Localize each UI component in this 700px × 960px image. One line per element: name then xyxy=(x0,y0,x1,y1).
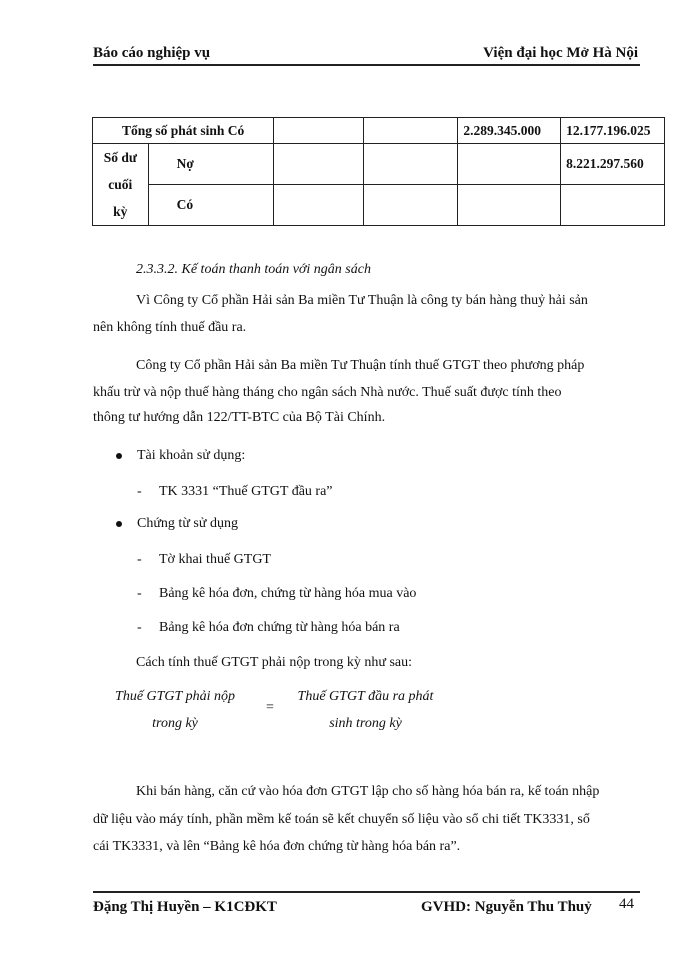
header-report-title: Báo cáo nghiệp vụ xyxy=(93,45,211,61)
table-cell xyxy=(458,144,561,185)
dash-icon: - xyxy=(137,586,142,601)
table-cell xyxy=(363,118,458,144)
paragraph-3-line-2: dữ liệu vào máy tính, phần mềm kế toán sẽ kết chuyển số liệu vào sổ chi tiết TK3331, sổ xyxy=(93,812,590,827)
dash-text: Tờ khai thuế GTGT xyxy=(159,552,271,567)
dash-text: TK 3331 “Thuế GTGT đầu ra” xyxy=(159,484,333,499)
header-institution: Viện đại học Mở Hà Nội xyxy=(483,45,638,61)
ledger-table xyxy=(92,117,665,226)
dash-text: Bảng kê hóa đơn, chứng từ hàng hóa mua vào xyxy=(159,586,417,601)
bullet-icon xyxy=(116,521,122,527)
bullet-item-accounts xyxy=(116,448,245,464)
bullet-text: Chứng từ sử dụng xyxy=(137,516,238,531)
row-label-total-credit: Tổng số phát sinh Có xyxy=(93,118,274,144)
table-cell-credit-total: 12.177.196.025 xyxy=(561,118,665,144)
formula-equals: = xyxy=(266,700,274,715)
paragraph-2-line-2: khấu trừ và nộp thuế hàng tháng cho ngân sách Nhà nước. Thuế suất được tính theo xyxy=(93,385,562,400)
dash-icon: - xyxy=(137,552,142,567)
table-row-ending-debit xyxy=(93,144,665,185)
formula-right-line-2: sinh trong kỳ xyxy=(329,716,402,731)
formula-left xyxy=(100,683,250,737)
table-cell xyxy=(363,144,458,185)
paragraph-2-line-3: thông tư hướng dẫn 122/TT-BTC của Bộ Tài Chính. xyxy=(93,410,386,425)
dash-item xyxy=(137,586,416,602)
bullet-item-documents xyxy=(116,516,238,532)
formula-left-line-1: Thuế GTGT phải nộp xyxy=(115,689,235,704)
page-number: 44 xyxy=(619,896,634,912)
table-row-ending-credit xyxy=(93,185,665,226)
ending-balance-line1: Số dư cuối xyxy=(103,150,137,192)
table-row-total-credit xyxy=(93,118,665,144)
table-cell xyxy=(274,118,364,144)
paragraph-3-line-3: cái TK3331, và lên “Bảng kê hóa đơn chứng từ hàng hóa bán ra”. xyxy=(93,839,461,854)
footer-author: Đặng Thị Huyền – K1CĐKT xyxy=(93,899,277,915)
dash-text: Bảng kê hóa đơn chứng từ hàng hóa bán ra xyxy=(159,620,400,635)
paragraph-2-line-1: Công ty Cổ phần Hải sản Ba miền Tư Thuận tính thuế GTGT theo phương pháp xyxy=(136,358,585,373)
row-label-debit: Nợ xyxy=(148,144,274,185)
paragraph-1-line-2: nên không tính thuế đầu ra. xyxy=(93,320,247,335)
section-title: 2.3.3.2. Kế toán thanh toán với ngân sách xyxy=(136,262,371,277)
table-cell xyxy=(274,185,364,226)
dash-icon: - xyxy=(137,484,142,499)
ending-balance-line2: kỳ xyxy=(113,204,128,219)
row-label-credit: Có xyxy=(148,185,274,226)
bullet-text: Tài khoản sử dụng: xyxy=(137,448,246,463)
dash-item xyxy=(137,552,271,568)
formula-right xyxy=(283,683,448,737)
table-cell xyxy=(458,185,561,226)
header-divider xyxy=(93,64,640,66)
dash-item xyxy=(137,620,400,636)
formula-left-line-2: trong kỳ xyxy=(152,716,198,731)
table-cell xyxy=(274,144,364,185)
table-cell xyxy=(363,185,458,226)
footer-divider xyxy=(93,891,640,893)
footer-supervisor: GVHD: Nguyễn Thu Thuỷ xyxy=(421,899,592,915)
dash-item xyxy=(137,484,333,500)
table-cell-credit-value: 2.289.345.000 xyxy=(458,118,561,144)
row-label-ending-balance xyxy=(93,144,149,226)
table-cell-debit-balance: 8.221.297.560 xyxy=(561,144,665,185)
paragraph-1-line-1: Vì Công ty Cổ phần Hải sản Ba miền Tư Thuận là công ty bán hàng thuỷ hải sản xyxy=(136,293,588,308)
table-cell xyxy=(561,185,665,226)
dash-icon: - xyxy=(137,620,142,635)
formula-right-line-1: Thuế GTGT đầu ra phát xyxy=(297,689,434,704)
calculation-intro: Cách tính thuế GTGT phải nộp trong kỳ như sau: xyxy=(136,655,413,670)
bullet-icon xyxy=(116,453,122,459)
paragraph-3-line-1: Khi bán hàng, căn cứ vào hóa đơn GTGT lập cho số hàng hóa bán ra, kế toán nhập xyxy=(136,784,600,799)
